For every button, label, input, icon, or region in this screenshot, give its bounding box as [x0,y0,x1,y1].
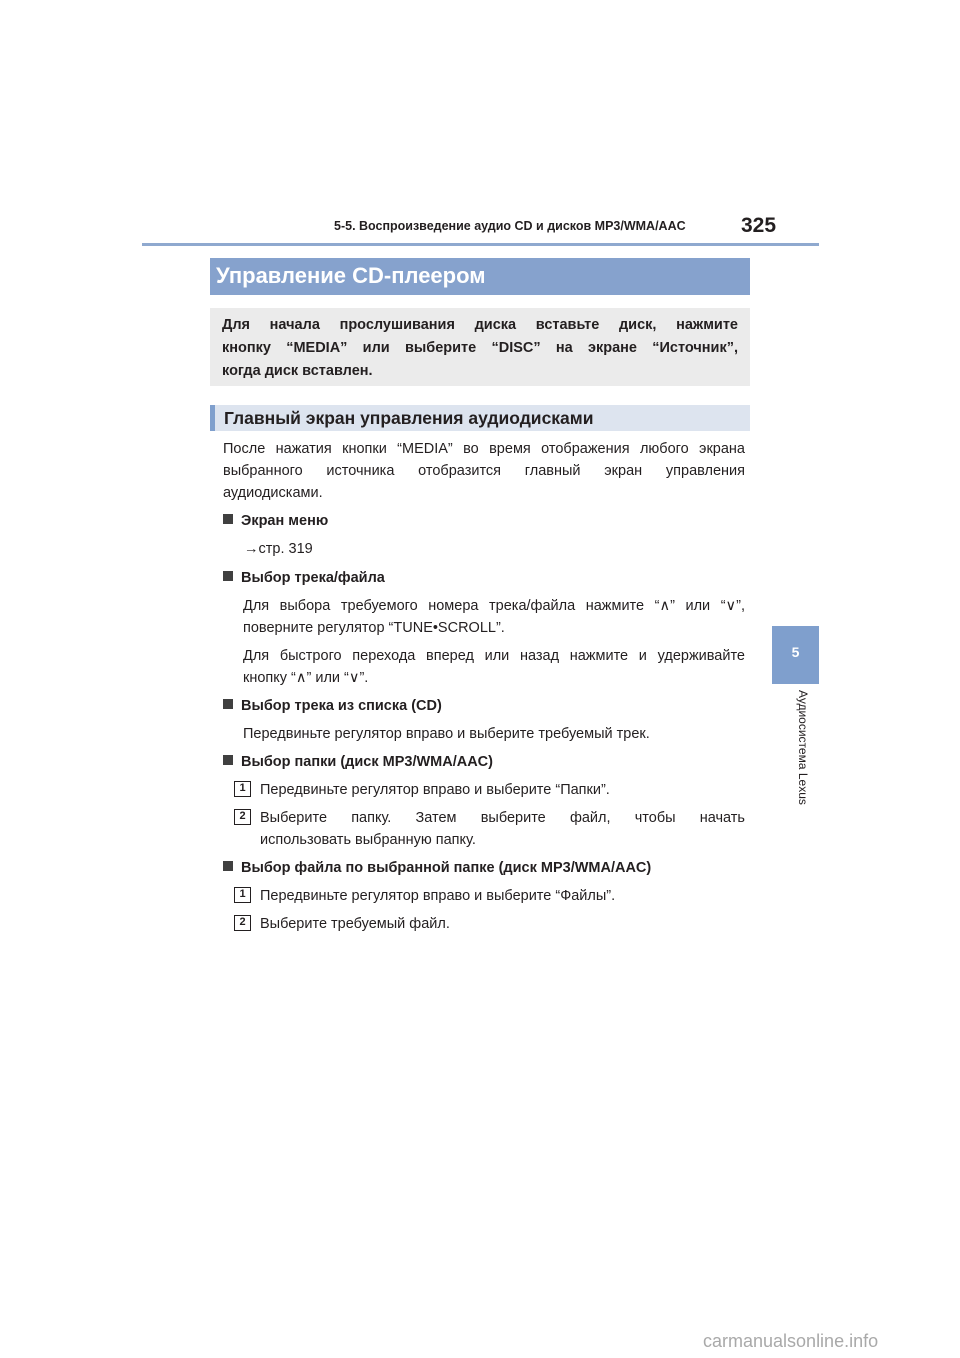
header-rule [142,243,819,246]
body-line: кнопку “∧” или “∨”. [243,670,369,686]
bullet-square-icon [223,571,233,581]
body-line: поверните регулятор “TUNE•SCROLL”. [243,620,505,636]
bullet-square-icon [223,514,233,524]
heading-text: Выбор трека/файла [241,570,385,586]
body-line: Передвиньте регулятор вправо и выберите требуемый трек. [243,726,650,742]
heading-text: Экран меню [241,513,329,529]
step-text: Передвиньте регулятор вправо и выберите “Файлы”. [260,888,616,904]
section-header-title: 5-5. Воспроизведение аудио CD и дисков MP3/WMA/AAC [334,219,686,233]
intro-line: Для начала прослушивания диска вставьте диск, нажмите [222,317,738,333]
bullet-square-icon [223,699,233,709]
watermark: carmanualsonline.info [703,1331,879,1351]
folder-select-heading [223,754,493,770]
heading-text: Выбор папки (диск MP3/WMA/AAC) [241,754,493,770]
step-number-badge: 1 [234,887,251,903]
menu-screen-heading [223,513,328,529]
subsection-title: Главный экран управления аудиодисками [224,408,594,428]
step-text: Передвиньте регулятор вправо и выберите “Папки”. [260,782,610,798]
subsection-title-bar [210,405,750,431]
heading-text: Выбор трека из списка (CD) [241,698,442,714]
chapter-tab-number: 5 [791,644,800,660]
step-text: использовать выбранную папку. [260,832,476,848]
step-number-badge: 1 [234,781,251,797]
intro-line: когда диск вставлен. [222,363,373,379]
page-reference-link[interactable]: →стр. 319 [244,541,313,557]
chapter-tab-label: Аудиосистема Lexus [796,690,810,805]
chapter-tab [772,626,819,684]
bullet-square-icon [223,861,233,871]
step-text: Выберите папку. Затем выберите файл, чтобы начать [260,810,745,826]
bullet-square-icon [223,755,233,765]
page-title: Управление CD-плеером [216,263,486,288]
list-select-heading [223,698,442,714]
body-line: Для выбора требуемого номера трека/файла нажмите “∧” или “∨”, [243,598,745,614]
file-select-heading [223,860,651,876]
heading-text: Выбор файла по выбранной папке (диск MP3/WMA/AAC) [241,860,652,876]
body-line: выбранного источника отобразится главный экран управления [223,463,745,479]
page-number: 325 [741,214,777,237]
step-number-badge: 2 [234,809,251,825]
body-line: Для быстрого перехода вперед или назад нажмите и удерживайте [243,648,745,664]
body-line: После нажатия кнопки “MEDIA” во время отображения любого экрана [223,441,745,457]
step-text: Выберите требуемый файл. [260,916,450,932]
body-line: аудиодисками. [223,485,323,501]
intro-line: кнопку “MEDIA” или выберите “DISC” на экране “Источник”, [222,340,738,356]
track-select-heading [223,570,385,586]
step-number-badge: 2 [234,915,251,931]
page-title-bar [210,258,750,295]
intro-box [210,308,750,386]
